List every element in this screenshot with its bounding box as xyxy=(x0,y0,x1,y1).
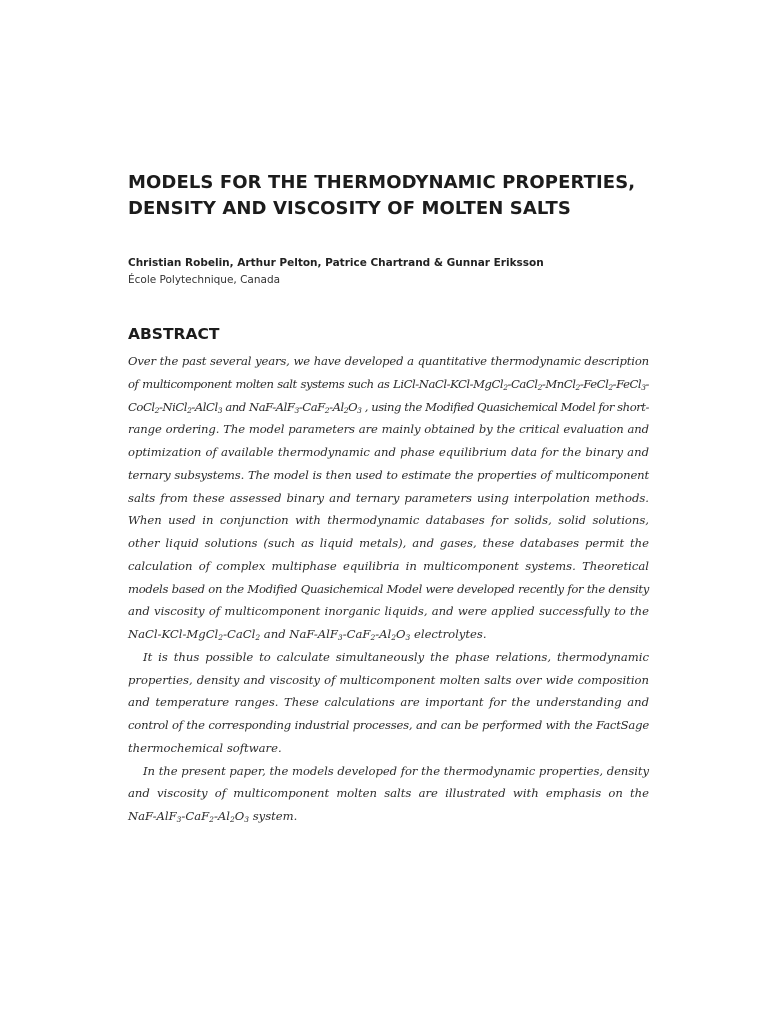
abstract-line xyxy=(128,623,649,646)
abstract-line xyxy=(128,464,649,487)
subscript: 2 xyxy=(255,633,261,642)
subscript: 2 xyxy=(209,815,214,824)
author-list: Christian Robelin, Arthur Pelton, Patrice Chartrand & Gunnar Eriksson xyxy=(128,257,544,269)
text-run: Over the past several years, we have developed a quantitative thermodynamic description xyxy=(128,354,649,368)
abstract-line xyxy=(128,737,649,760)
abstract-line xyxy=(128,600,649,623)
subscript: 3 xyxy=(294,405,299,415)
subscript: 3 xyxy=(337,633,343,642)
text-run: -CaF xyxy=(298,399,325,414)
abstract-line xyxy=(128,418,649,441)
text-run: calculation of complex multiphase equilibria in multicomponent systems. Theoretical xyxy=(128,558,649,573)
abstract-body xyxy=(128,350,649,828)
abstract-line xyxy=(128,373,649,396)
text-run: electrolytes. xyxy=(410,627,487,641)
subscript: 2 xyxy=(324,405,330,415)
text-run: -CaCl xyxy=(507,376,538,391)
text-run: and NaF-AlF xyxy=(260,627,338,641)
text-run: , using the Modified Quasichemical Model for short- xyxy=(361,399,649,414)
text-run: -FeCl xyxy=(579,376,609,391)
subscript: 2 xyxy=(503,382,508,392)
text-run: other liquid solutions (such as liquid metals), and gases, these databases permit the xyxy=(128,536,649,550)
text-run: CoCl xyxy=(128,399,155,414)
text-run: -CaF xyxy=(181,809,210,823)
subscript: 3 xyxy=(176,815,182,824)
abstract-line xyxy=(128,555,649,578)
abstract-line xyxy=(128,782,649,805)
text-run: -FeCl xyxy=(612,376,642,391)
text-run: and NaF-AlF xyxy=(222,399,295,414)
abstract-line xyxy=(128,669,649,692)
text-run: optimization of available thermodynamic and phase equilibrium data for the binary and xyxy=(128,445,649,459)
paper-title-line-1: MODELS FOR THE THERMODYNAMIC PROPERTIES, xyxy=(128,172,636,193)
abstract-line xyxy=(128,441,649,464)
text-run: -NiCl xyxy=(158,399,188,414)
text-run: control of the corresponding industrial processes, and can be performed with the FactSage xyxy=(128,718,649,732)
abstract-heading: ABSTRACT xyxy=(128,325,220,343)
text-run: properties, density and viscosity of multicomponent molten salts over wide composition xyxy=(128,672,649,687)
subscript: 2 xyxy=(187,405,192,415)
subscript: 2 xyxy=(218,633,224,642)
abstract-line xyxy=(128,805,649,828)
abstract-line xyxy=(128,760,649,783)
text-run: O xyxy=(396,627,406,641)
abstract-line xyxy=(128,487,649,510)
text-run: When used in conjunction with thermodynamic databases for solids, solid solutions, xyxy=(128,513,649,528)
text-run: -AlCl xyxy=(191,399,218,414)
subscript: 2 xyxy=(391,633,397,642)
abstract-line xyxy=(128,509,649,532)
abstract-line xyxy=(128,396,649,419)
paper-title-line-2: DENSITY AND VISCOSITY OF MOLTEN SALTS xyxy=(128,198,571,219)
subscript: 2 xyxy=(154,405,159,415)
abstract-line xyxy=(128,578,649,601)
text-run: and viscosity of multicomponent molten salts are illustrated with emphasis on the xyxy=(128,786,649,801)
text-run: -CaF xyxy=(342,627,371,641)
abstract-line xyxy=(128,646,649,669)
text-run: -Al xyxy=(375,627,392,641)
author-affiliation: École Polytechnique, Canada xyxy=(128,274,281,286)
text-run: -MnCl xyxy=(541,376,576,391)
abstract-line xyxy=(128,714,649,737)
abstract-line xyxy=(128,350,649,373)
text-run: -CaCl xyxy=(223,627,256,641)
subscript: 2 xyxy=(229,815,235,824)
text-run: NaF-AlF xyxy=(128,809,177,823)
text-run: range ordering. The model parameters are mainly obtained by the critical evaluation and xyxy=(128,422,649,437)
subscript: 2 xyxy=(537,382,542,392)
subscript: 2 xyxy=(343,405,349,415)
subscript: 3 xyxy=(405,633,411,642)
text-run: O xyxy=(234,809,245,823)
text-run: -Al xyxy=(329,399,344,414)
subscript: 3 xyxy=(641,382,646,392)
text-run: ternary subsystems. The model is then used to estimate the properties of multicomponent xyxy=(128,467,649,482)
subscript: 2 xyxy=(608,382,613,392)
text-run: salts from these assessed binary and ternary parameters using interpolation methods. xyxy=(128,490,649,505)
text-run: models based on the Modified Quasichemical Model were developed recently for the density xyxy=(128,581,649,596)
text-run: O xyxy=(348,399,358,414)
abstract-line xyxy=(128,691,649,714)
abstract-line xyxy=(128,532,649,555)
text-run: of multicomponent molten salt systems such as LiCl-NaCl-KCl-MgCl xyxy=(128,376,504,391)
text-run: system. xyxy=(249,809,298,823)
subscript: 2 xyxy=(370,633,376,642)
paper-title xyxy=(128,170,688,222)
text-run: and viscosity of multicomponent inorganic liquids, and were applied successfully to the xyxy=(128,604,649,619)
subscript: 2 xyxy=(575,382,580,392)
text-run: and temperature ranges. These calculations are important for the understanding and xyxy=(128,695,649,710)
text-run: It is thus possible to calculate simultaneously the phase relations, thermodynamic xyxy=(143,649,649,664)
text-run: In the present paper, the models developed for the thermodynamic properties, density xyxy=(143,763,649,778)
text-run: -Al xyxy=(213,809,230,823)
subscript: 3 xyxy=(357,405,362,415)
text-run: - xyxy=(645,376,649,391)
text-run: thermochemical software. xyxy=(128,740,282,755)
text-run: NaCl-KCl-MgCl xyxy=(128,627,219,641)
subscript: 3 xyxy=(217,405,223,415)
subscript: 3 xyxy=(244,815,250,824)
